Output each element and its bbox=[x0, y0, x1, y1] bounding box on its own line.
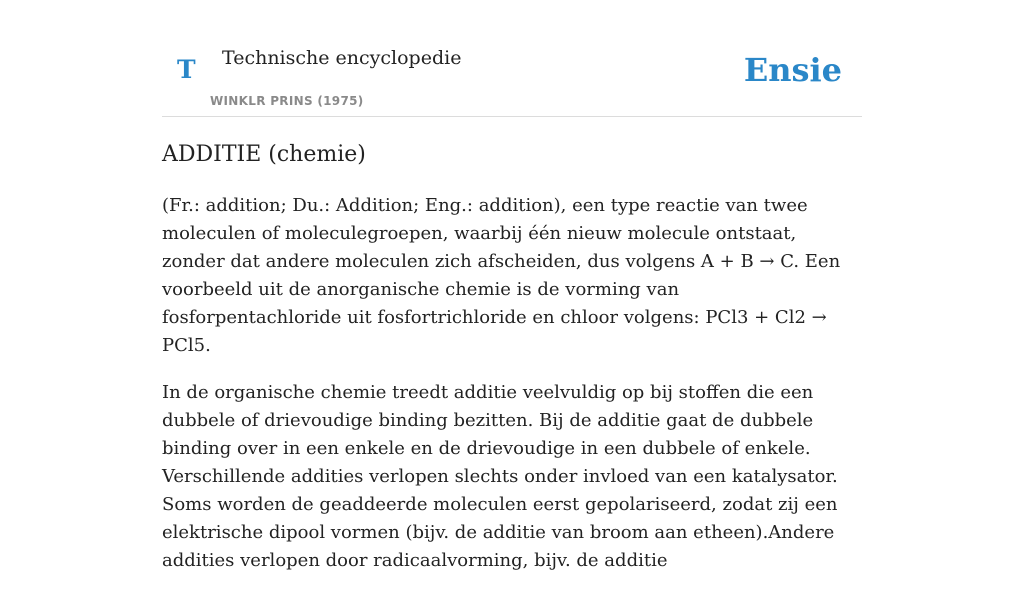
source-label: WINKLR PRINS (1975) bbox=[210, 94, 364, 108]
article-paragraph: (Fr.: addition; Du.: Addition; Eng.: addition), een type reactie van twee moleculen of moleculegroepen, waarbij één nieuw molecule ontstaat, zonder dat andere moleculen zich afscheiden, dus volgens A + B → C. Een voorbeeld uit de anorganische chemie is de vorming van fosforpentachloride uit fosfortrichloride en chloor volgens: PCl3 + Cl2 → PCl5. bbox=[162, 195, 841, 356]
article-body bbox=[162, 192, 862, 594]
article-paragraph: In de organische chemie treedt additie veelvuldig op bij stoffen die een dubbele of drievoudige binding bezitten. Bij de additie gaat de dubbele binding over in een enkele en de drievoudige in een dubbele of enkele. Verschillende addities verlopen slechts onder invloed van een katalysator. Soms worden de geaddeerde moleculen eerst gepolariseerd, zodat zij een elektrische dipool vormen (bijv. de additie van broom aan etheen).Andere addities verlopen door radicaalvorming, bijv. de additie bbox=[162, 382, 838, 571]
article-title: ADDITIE (chemie) bbox=[162, 142, 366, 167]
page bbox=[162, 0, 862, 571]
encyclopedia-logo[interactable]: T bbox=[177, 55, 196, 84]
encyclopedia-title[interactable]: Technische encyclopedie bbox=[222, 47, 462, 69]
ensie-logo[interactable]: Ensie bbox=[743, 51, 842, 89]
header bbox=[162, 0, 862, 117]
